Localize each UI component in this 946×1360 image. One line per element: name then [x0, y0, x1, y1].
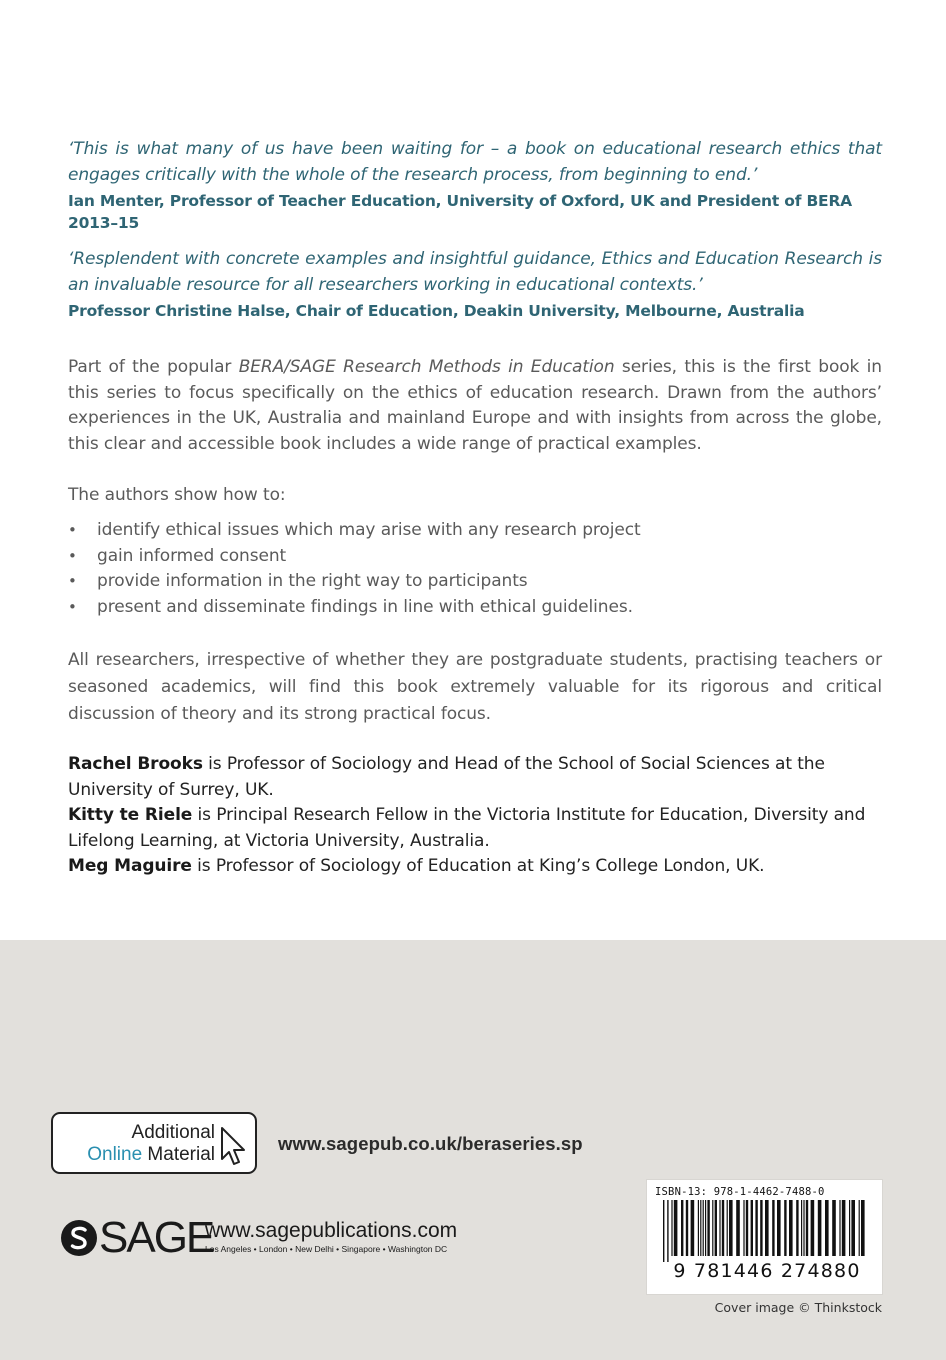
author-description: is Professor of Sociology and Head of the School of Social Sciences at the University of Surrey, UK. [68, 754, 825, 800]
additional-online-material-badge [51, 1112, 257, 1174]
list-item [68, 595, 882, 621]
barcode-bar [698, 1200, 699, 1256]
barcode-bar [842, 1200, 846, 1256]
barcode-bar [832, 1200, 836, 1256]
author-name: Meg Maguire [68, 856, 192, 876]
barcode-bar [686, 1200, 688, 1256]
list-item [68, 569, 882, 595]
badge-material-word: Material [142, 1144, 215, 1165]
list-item-text: present and disseminate findings in line with ethical guidelines. [97, 596, 633, 617]
barcode-digits: 9 781446 274880 [673, 1260, 861, 1282]
author-bio [68, 854, 882, 880]
barcode-bar [772, 1200, 774, 1256]
barcode-bar [796, 1200, 798, 1256]
badge-line-online-material [53, 1144, 215, 1166]
author-name: Rachel Brooks [68, 754, 203, 774]
series-website-link[interactable]: www.sagepub.co.uk/beraseries.sp [278, 1133, 583, 1154]
barcode-bar [715, 1200, 717, 1256]
barcode-bar [707, 1200, 709, 1256]
barcode-bar [849, 1200, 850, 1256]
cursor-arrow-icon [219, 1126, 249, 1168]
endorsement-quote: ‘Resplendent with concrete examples and insightful guidance, Ethics and Education Research is an invaluable resource for all researchers working in educational contexts.’ [68, 249, 882, 295]
authors-show-heading: The authors show how to: [68, 485, 286, 505]
endorsement-attribution: Professor Christine Halse, Chair of Education, Deakin University, Melbourne, Australia [68, 302, 805, 320]
learning-points-list [68, 518, 882, 620]
barcode-bar [705, 1200, 706, 1256]
barcode-bar [746, 1200, 748, 1256]
barcode-bar [760, 1200, 762, 1256]
publisher-website[interactable]: www.sagepublications.com [205, 1219, 458, 1242]
barcode-bar [811, 1200, 815, 1256]
barcode-bar [681, 1200, 683, 1256]
list-item [68, 544, 882, 570]
barcode-bar [784, 1200, 786, 1256]
author-bio [68, 752, 882, 803]
barcode-bar [859, 1200, 860, 1256]
description-paragraph [68, 355, 882, 457]
cover-image-credit: Cover image © Thinkstock [714, 1300, 882, 1315]
intro-text-end: series, this is the first book in this series to focus specifically on the ethics of education research. Drawn from the authors’ experiences in the UK, Australia and mainland Europe and with insights from across the globe, this clear and accessible book includes a wide range of practical examples. [68, 357, 882, 454]
barcode-bar [806, 1200, 808, 1256]
publisher-locations: Los Angeles • London • New Delhi • Singapore • Washington DC [205, 1244, 448, 1254]
barcode-bar [663, 1200, 664, 1262]
isbn-barcode-box [646, 1179, 883, 1295]
sage-s-logo-icon [60, 1219, 98, 1257]
barcode-graphic [661, 1200, 871, 1262]
barcode-bar [777, 1200, 781, 1256]
barcode-bar [839, 1200, 840, 1256]
author-description: is Principal Research Fellow in the Victoria Institute for Education, Diversity and Lifelong Learning, at Victoria University, Australia. [68, 805, 866, 851]
endorsement-attribution: Ian Menter, Professor of Teacher Education, University of Oxford, UK and President of BERA 2013–15 [68, 192, 852, 232]
barcode-bar [851, 1200, 855, 1256]
barcode-bar [803, 1200, 804, 1256]
list-item-text: provide information in the right way to participants [97, 571, 528, 591]
author-bio [68, 803, 882, 854]
barcode-bar [671, 1200, 672, 1256]
barcode-bar [818, 1200, 822, 1256]
author-bios [68, 752, 882, 880]
publisher-name: SAGE [99, 1213, 214, 1262]
barcode-bar [743, 1200, 744, 1256]
barcode-bar [755, 1200, 757, 1256]
barcode-bar [825, 1200, 829, 1256]
endorsement-2 [68, 246, 882, 322]
barcode-bar [712, 1200, 713, 1256]
endorsement-quote: ‘This is what many of us have been waiting for – a book on educational research ethics that engages critically with the whole of the research process, from beginning to end.’ [68, 139, 882, 185]
list-item-text: gain informed consent [97, 545, 287, 566]
badge-line-additional: Additional [131, 1122, 215, 1143]
bullet-glyph: • [68, 521, 77, 539]
bullet-glyph: • [68, 546, 77, 565]
barcode-bar [801, 1200, 802, 1256]
barcode-bar [722, 1200, 724, 1256]
series-title: BERA/SAGE Research Methods in Education [238, 357, 615, 377]
list-item-text: identify ethical issues which may arise with any research project [97, 520, 641, 540]
barcode-bar [751, 1200, 753, 1256]
author-description: is Professor of Sociology of Education at King’s College London, UK. [191, 856, 765, 876]
isbn-label: ISBN-13: 978-1-4462-7488-0 [655, 1186, 825, 1198]
bullet-glyph: • [68, 597, 77, 616]
barcode-bar [674, 1200, 678, 1256]
barcode-bar [703, 1200, 704, 1256]
barcode-bar [700, 1200, 701, 1256]
barcode-bar [765, 1200, 769, 1256]
barcode-bar [727, 1200, 728, 1256]
barcode-bar [861, 1200, 865, 1256]
author-name: Kitty te Riele [68, 805, 193, 825]
barcode-bar [736, 1200, 740, 1256]
closing-paragraph: All researchers, irrespective of whether they are postgraduate students, practising teachers or seasoned academics, will find this book extremely valuable for its rigorous and critical discussion of theory and its strong practical focus. [68, 650, 882, 724]
endorsement-1 [68, 136, 882, 234]
barcode-bar [719, 1200, 720, 1256]
barcode-bar [729, 1200, 733, 1256]
bullet-glyph: • [68, 572, 77, 590]
badge-online-word: Online [87, 1144, 143, 1165]
barcode-bar [691, 1200, 695, 1256]
barcode-bar [667, 1200, 668, 1262]
barcode-bar [789, 1200, 793, 1256]
intro-text-start: Part of the popular [68, 357, 239, 377]
list-item [68, 518, 882, 544]
